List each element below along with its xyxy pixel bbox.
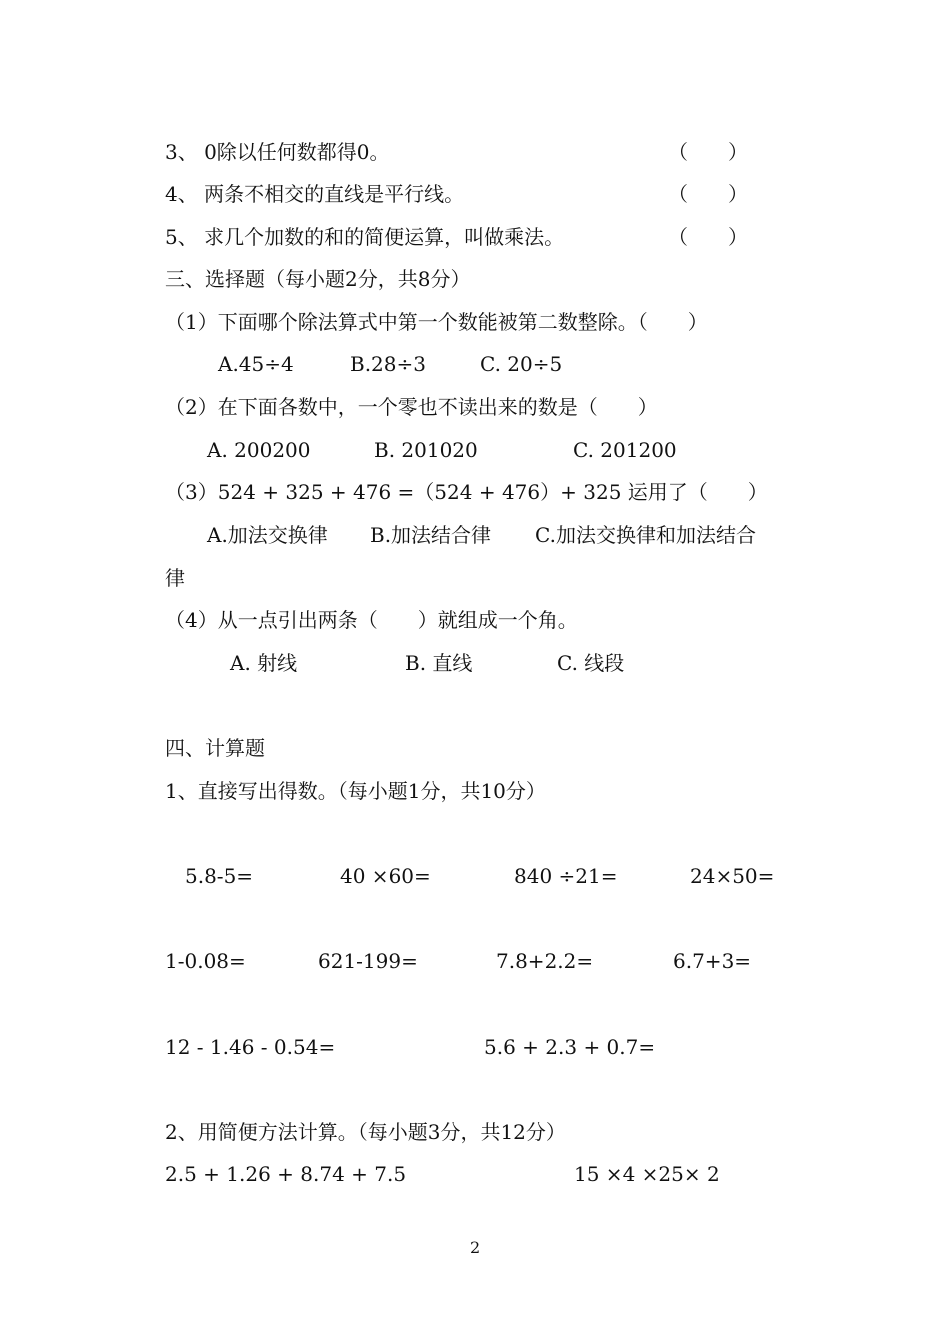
question-3-option-b: B.加法结合律 [370,523,492,547]
calc-item: 40 ×60= [340,864,431,888]
question-2-option-b: B. 201020 [374,438,478,462]
calc-item: 7.8+2.2= [496,949,594,973]
question-4-stem: （4）从一点引出两条（ ）就组成一个角。 [165,608,578,632]
calc-item: 621-199= [318,949,418,973]
question-1-stem: （1）下面哪个除法算式中第一个数能被第二数整除。（ ） [165,310,708,334]
page-number: 2 [470,1238,481,1257]
judgement-item-3: 3、 0除以任何数都得0。 [165,140,390,164]
question-1-option-a: A.45÷4 [218,352,294,376]
calc-item: 840 ÷21= [514,864,618,888]
question-4-option-b: B. 直线 [405,651,473,675]
judgement-item-4: 4、 两条不相交的直线是平行线。 [165,182,465,206]
question-2-option-a: A. 200200 [207,438,311,462]
question-3-option-c-wrap: 律 [165,566,185,590]
calc-item: 5.6 + 2.3 + 0.7= [484,1035,656,1059]
calc-item: 6.7+3= [673,949,752,973]
question-3-option-c: C.加法交换律和加法结合 [535,523,756,547]
question-2-stem: （2）在下面各数中，一个零也不读出来的数是（ ） [165,395,658,419]
part-1-title: 1、直接写出得数。（每小题1分，共10分） [165,779,546,803]
section-title-choice: 三、选择题（每小题2分，共8分） [165,267,471,291]
calc-item: 24×50= [690,864,775,888]
question-1-option-c: C. 20÷5 [480,352,563,376]
question-3-stem: （3）524 + 325 + 476 =（524 + 476）+ 325 运用了（ ） [165,480,768,504]
answer-blank-3: （ ） [668,140,748,164]
question-2-option-c: C. 201200 [573,438,677,462]
question-3-option-a: A.加法交换律 [207,523,328,547]
answer-blank-4: （ ） [668,182,748,206]
part-2-title: 2、用简便方法计算。（每小题3分，共12分） [165,1120,566,1144]
question-4-option-c: C. 线段 [557,651,625,675]
answer-blank-5: （ ） [668,225,748,249]
calc-item: 2.5 + 1.26 + 8.74 + 7.5 [165,1162,407,1186]
calc-item: 5.8-5= [185,864,254,888]
question-1-option-b: B.28÷3 [350,352,426,376]
question-4-option-a: A. 射线 [230,651,298,675]
section-title-calculation: 四、计算题 [165,736,265,760]
calc-item: 1-0.08= [165,949,246,973]
calc-item: 15 ×4 ×25× 2 [574,1162,720,1186]
calc-item: 12 - 1.46 - 0.54= [165,1035,336,1059]
judgement-item-5: 5、 求几个加数的和的简便运算，叫做乘法。 [165,225,565,249]
